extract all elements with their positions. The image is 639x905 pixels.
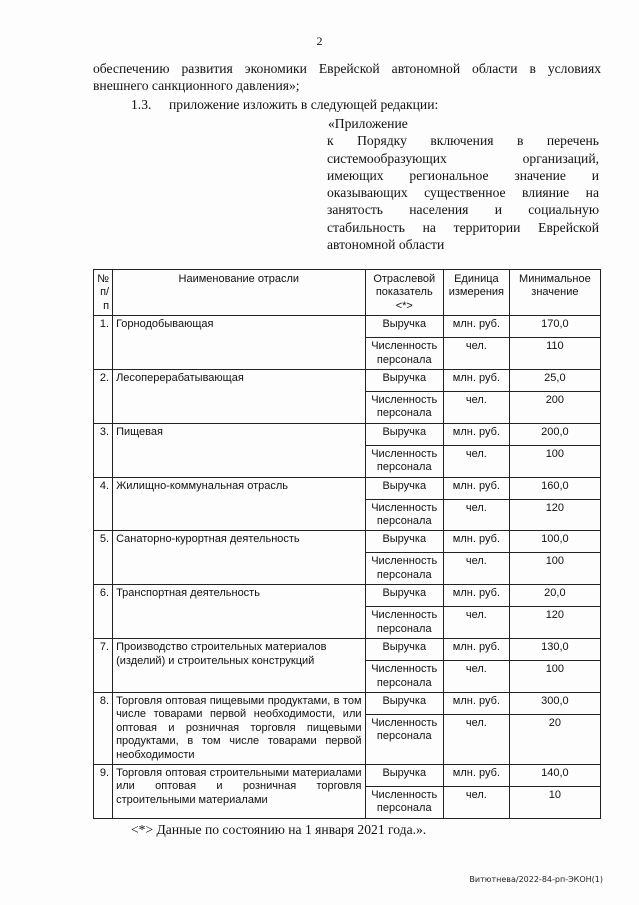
- intro-line-1: обеспечению развития экономики Еврейской автономной области в условиях: [93, 61, 601, 76]
- header-unit: Единица измерения: [444, 270, 510, 316]
- appendix-line: имеющих региональное значение и: [327, 167, 599, 183]
- indicator-revenue: Выручка: [365, 692, 443, 714]
- value-staff: 100: [509, 661, 600, 693]
- appendix-line: стабильность на территории Еврейской: [327, 219, 599, 235]
- table-row: [94, 531, 601, 553]
- table-row: [94, 316, 601, 338]
- row-number: 2.: [94, 370, 113, 424]
- appendix-line: оказывающих существенное влияние на: [327, 185, 599, 201]
- unit-staff: чел.: [444, 714, 510, 764]
- table-row: [94, 477, 601, 499]
- appendix-heading: [327, 115, 599, 253]
- value-revenue: 130,0: [509, 639, 600, 661]
- sector-name: Транспортная деятельность: [113, 585, 365, 639]
- appendix-body: [327, 132, 599, 253]
- unit-staff: чел.: [444, 392, 510, 424]
- indicator-staff: Численность персонала: [365, 553, 443, 585]
- intro-paragraph: [93, 60, 601, 94]
- table-row: [94, 585, 601, 607]
- sector-name: Пищевая: [113, 423, 365, 477]
- amendment-item: [131, 97, 438, 113]
- table-row: [94, 639, 601, 661]
- row-number: 5.: [94, 531, 113, 585]
- indicator-staff: Численность персонала: [365, 714, 443, 764]
- unit-staff: чел.: [444, 661, 510, 693]
- unit-revenue: млн. руб.: [444, 423, 510, 445]
- value-revenue: 300,0: [509, 692, 600, 714]
- value-revenue: 170,0: [509, 316, 600, 338]
- unit-staff: чел.: [444, 338, 510, 370]
- row-number: 3.: [94, 423, 113, 477]
- header-value: Минимальное значение: [509, 270, 600, 316]
- unit-staff: чел.: [444, 445, 510, 477]
- document-stamp: Витютнева/2022-84-рп-ЭКОН(1): [469, 875, 603, 884]
- value-revenue: 25,0: [509, 370, 600, 392]
- item-number: 1.3.: [131, 97, 152, 112]
- value-staff: 10: [509, 786, 600, 818]
- unit-staff: чел.: [444, 607, 510, 639]
- indicator-revenue: Выручка: [365, 423, 443, 445]
- appendix-line: системообразующих организаций,: [327, 150, 599, 166]
- appendix-line: к Порядку включения в перечень: [327, 133, 599, 149]
- unit-revenue: млн. руб.: [444, 639, 510, 661]
- sector-name: Торговля оптовая строительными материалами или оптовая и розничная торговля строительными материалами: [113, 764, 365, 818]
- sector-name: Лесоперерабатывающая: [113, 370, 365, 424]
- appendix-title: «Приложение: [328, 116, 408, 131]
- unit-revenue: млн. руб.: [444, 316, 510, 338]
- table-row: [94, 692, 601, 714]
- table-row: [94, 764, 601, 786]
- table-row: [94, 370, 601, 392]
- indicator-revenue: Выручка: [365, 531, 443, 553]
- value-revenue: 140,0: [509, 764, 600, 786]
- unit-revenue: млн. руб.: [444, 477, 510, 499]
- value-staff: 20: [509, 714, 600, 764]
- value-staff: 120: [509, 607, 600, 639]
- value-revenue: 20,0: [509, 585, 600, 607]
- indicator-staff: Численность персонала: [365, 392, 443, 424]
- unit-revenue: млн. руб.: [444, 764, 510, 786]
- page-number: 2: [316, 34, 323, 48]
- value-revenue: 200,0: [509, 423, 600, 445]
- value-staff: 110: [509, 338, 600, 370]
- unit-staff: чел.: [444, 786, 510, 818]
- row-number: 6.: [94, 585, 113, 639]
- row-number: 7.: [94, 639, 113, 693]
- table-header-row: [94, 270, 601, 316]
- unit-revenue: млн. руб.: [444, 692, 510, 714]
- header-indicator: Отраслевой показатель <*>: [365, 270, 443, 316]
- row-number: 1.: [94, 316, 113, 370]
- indicator-staff: Численность персонала: [365, 661, 443, 693]
- appendix-line: занятость населения и социальную: [327, 202, 599, 218]
- row-number: 9.: [94, 764, 113, 818]
- value-staff: 100: [509, 445, 600, 477]
- unit-staff: чел.: [444, 499, 510, 531]
- intro-line-2: внешнего санкционного давления»;: [93, 78, 300, 93]
- row-number: 4.: [94, 477, 113, 531]
- indicator-staff: Численность персонала: [365, 499, 443, 531]
- sector-name: Торговля оптовая пищевыми продуктами, в том числе товарами первой необходимости, или оптовая и розничная торговля пищевыми продуктами, в том числе товарами первой необходимости: [113, 692, 365, 764]
- value-revenue: 160,0: [509, 477, 600, 499]
- header-num: № п/п: [94, 270, 113, 316]
- header-name: Наименование отрасли: [113, 270, 365, 316]
- unit-revenue: млн. руб.: [444, 585, 510, 607]
- appendix-line: автономной области: [327, 237, 445, 253]
- indicator-staff: Численность персонала: [365, 445, 443, 477]
- indicator-revenue: Выручка: [365, 764, 443, 786]
- indicator-revenue: Выручка: [365, 370, 443, 392]
- value-revenue: 100,0: [509, 531, 600, 553]
- row-number: 8.: [94, 692, 113, 764]
- unit-revenue: млн. руб.: [444, 531, 510, 553]
- unit-revenue: млн. руб.: [444, 370, 510, 392]
- indicator-revenue: Выручка: [365, 316, 443, 338]
- table-row: [94, 423, 601, 445]
- sector-name: Санаторно-курортная деятельность: [113, 531, 365, 585]
- value-staff: 100: [509, 553, 600, 585]
- value-staff: 200: [509, 392, 600, 424]
- indicator-revenue: Выручка: [365, 585, 443, 607]
- footnote: <*> Данные по состоянию на 1 января 2021 года.».: [131, 822, 427, 837]
- indicator-revenue: Выручка: [365, 477, 443, 499]
- sectors-table: [93, 269, 601, 819]
- sector-name: Горнодобывающая: [113, 316, 365, 370]
- value-staff: 120: [509, 499, 600, 531]
- indicator-staff: Численность персонала: [365, 338, 443, 370]
- unit-staff: чел.: [444, 553, 510, 585]
- sector-name: Производство строительных материалов (изделий) и строительных конструкций: [113, 639, 365, 693]
- item-text: приложение изложить в следующей редакции:: [169, 97, 439, 112]
- indicator-revenue: Выручка: [365, 639, 443, 661]
- sector-name: Жилищно-коммунальная отрасль: [113, 477, 365, 531]
- indicator-staff: Численность персонала: [365, 786, 443, 818]
- indicator-staff: Численность персонала: [365, 607, 443, 639]
